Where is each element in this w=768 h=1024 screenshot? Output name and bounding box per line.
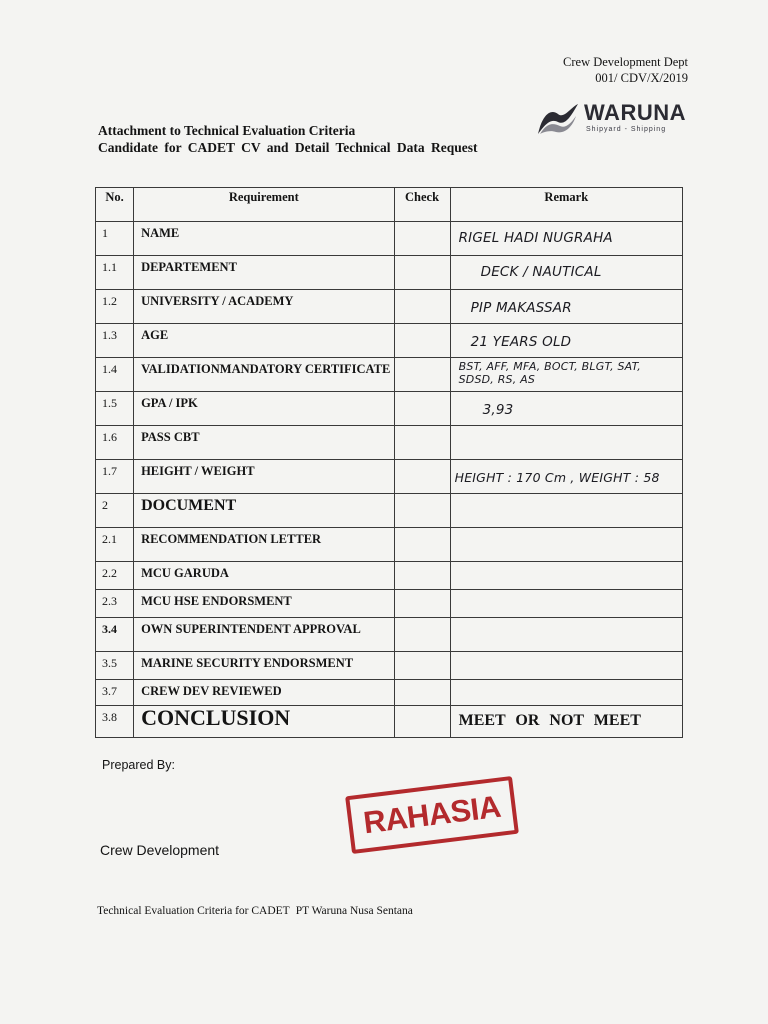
row-remark-cell bbox=[450, 358, 682, 392]
table-row bbox=[96, 222, 683, 256]
row-requirement: NAME bbox=[134, 222, 394, 256]
row-requirement: OWN SUPERINTENDENT APPROVAL bbox=[134, 618, 394, 652]
footer-title: Technical Evaluation Criteria for CADET bbox=[97, 905, 290, 917]
row-no: 1.4 bbox=[96, 358, 134, 392]
row-no: 3.7 bbox=[96, 680, 134, 706]
row-remark-cell bbox=[450, 562, 682, 590]
row-no: 2.1 bbox=[96, 528, 134, 562]
table-row-section bbox=[96, 494, 683, 528]
table-row bbox=[96, 652, 683, 680]
row-requirement: VALIDATIONMANDATORY CERTIFICATE bbox=[134, 358, 394, 392]
handwritten-remark: RIGEL HADI NUGRAHA bbox=[458, 230, 613, 246]
table-row-conclusion bbox=[96, 706, 683, 738]
row-no: 1.5 bbox=[96, 392, 134, 426]
section-title-document: DOCUMENT bbox=[134, 494, 394, 528]
row-no: 3.4 bbox=[96, 618, 134, 652]
row-no: 2.2 bbox=[96, 562, 134, 590]
row-check bbox=[394, 706, 450, 738]
crew-development-label: Crew Development bbox=[100, 842, 220, 858]
row-remark-cell bbox=[450, 256, 682, 290]
row-check bbox=[394, 426, 450, 460]
title-line-2: Candidate for CADET CV and Detail Technical Data Request bbox=[98, 140, 478, 155]
table-row bbox=[96, 358, 683, 392]
conclusion-options: MEET OR NOT MEET bbox=[458, 712, 641, 729]
dept-reference bbox=[563, 54, 688, 86]
header-check: Check bbox=[394, 188, 450, 222]
table-row bbox=[96, 290, 683, 324]
row-check bbox=[394, 562, 450, 590]
row-remark-cell bbox=[450, 680, 682, 706]
logo-wordmark: WARUNA bbox=[584, 100, 686, 125]
row-requirement: GPA / IPK bbox=[134, 392, 394, 426]
row-remark-cell bbox=[450, 494, 682, 528]
row-no: 3.5 bbox=[96, 652, 134, 680]
table-row bbox=[96, 528, 683, 562]
row-remark-cell bbox=[450, 460, 682, 494]
row-remark-cell bbox=[450, 528, 682, 562]
row-check bbox=[394, 618, 450, 652]
header-no: No. bbox=[96, 188, 134, 222]
evaluation-table bbox=[95, 187, 683, 738]
table-row bbox=[96, 460, 683, 494]
row-no: 1.3 bbox=[96, 324, 134, 358]
row-remark-cell bbox=[450, 618, 682, 652]
logo-tagline: Shipyard - Shipping bbox=[586, 126, 667, 133]
row-requirement: HEIGHT / WEIGHT bbox=[134, 460, 394, 494]
row-check bbox=[394, 392, 450, 426]
row-check bbox=[394, 222, 450, 256]
row-check bbox=[394, 652, 450, 680]
page-footer bbox=[97, 905, 413, 917]
row-remark-cell bbox=[450, 590, 682, 618]
row-requirement: PASS CBT bbox=[134, 426, 394, 460]
row-check bbox=[394, 528, 450, 562]
header-remark: Remark bbox=[450, 188, 682, 222]
table-row bbox=[96, 256, 683, 290]
company-logo bbox=[536, 98, 696, 140]
row-no: 2 bbox=[96, 494, 134, 528]
row-no: 1 bbox=[96, 222, 134, 256]
row-remark-cell bbox=[450, 392, 682, 426]
table-row bbox=[96, 392, 683, 426]
row-requirement: MCU GARUDA bbox=[134, 562, 394, 590]
row-no: 1.7 bbox=[96, 460, 134, 494]
row-remark-cell bbox=[450, 290, 682, 324]
row-requirement: UNIVERSITY / ACADEMY bbox=[134, 290, 394, 324]
table-header-row bbox=[96, 188, 683, 222]
handwritten-remark: BST, AFF, MFA, BOCT, BLGT, SAT, SDSD, RS, AS bbox=[458, 360, 641, 386]
row-requirement: CREW DEV REVIEWED bbox=[134, 680, 394, 706]
table-row bbox=[96, 618, 683, 652]
confidential-stamp bbox=[345, 776, 519, 854]
row-requirement: MARINE SECURITY ENDORSMENT bbox=[134, 652, 394, 680]
row-check bbox=[394, 358, 450, 392]
row-remark-cell bbox=[450, 222, 682, 256]
row-requirement: RECOMMENDATION LETTER bbox=[134, 528, 394, 562]
table-row bbox=[96, 426, 683, 460]
row-no: 1.6 bbox=[96, 426, 134, 460]
row-remark-cell bbox=[450, 652, 682, 680]
handwritten-remark: PIP MAKASSAR bbox=[470, 300, 572, 316]
row-remark-cell bbox=[450, 426, 682, 460]
row-requirement: AGE bbox=[134, 324, 394, 358]
prepared-by-label: Prepared By: bbox=[102, 758, 175, 772]
document-title bbox=[98, 122, 478, 156]
row-no: 1.1 bbox=[96, 256, 134, 290]
handwritten-remark: DECK / NAUTICAL bbox=[480, 264, 602, 280]
row-check bbox=[394, 590, 450, 618]
row-no: 3.8 bbox=[96, 706, 134, 738]
conclusion-label: CONCLUSION bbox=[134, 706, 394, 738]
title-line-1: Attachment to Technical Evaluation Criteria bbox=[98, 123, 356, 138]
row-requirement: MCU HSE ENDORSMENT bbox=[134, 590, 394, 618]
row-remark-cell bbox=[450, 324, 682, 358]
row-check bbox=[394, 680, 450, 706]
footer-company: PT Waruna Nusa Sentana bbox=[295, 905, 413, 917]
handwritten-remark: HEIGHT : 170 Cm , WEIGHT : 58 bbox=[454, 470, 660, 485]
row-remark-cell bbox=[450, 706, 682, 738]
table-row bbox=[96, 324, 683, 358]
row-check bbox=[394, 494, 450, 528]
row-check bbox=[394, 256, 450, 290]
table-row bbox=[96, 680, 683, 706]
table-row bbox=[96, 562, 683, 590]
row-no: 2.3 bbox=[96, 590, 134, 618]
handwritten-remark: 21 YEARS OLD bbox=[470, 334, 572, 350]
header-requirement: Requirement bbox=[134, 188, 394, 222]
wave-logo-icon bbox=[536, 100, 580, 136]
row-check bbox=[394, 460, 450, 494]
dept-name: Crew Development Dept bbox=[563, 55, 688, 69]
handwritten-remark: 3,93 bbox=[482, 402, 514, 418]
row-check bbox=[394, 324, 450, 358]
stamp-text: RAHASIA bbox=[361, 788, 503, 841]
row-requirement: DEPARTEMENT bbox=[134, 256, 394, 290]
table-row bbox=[96, 590, 683, 618]
row-no: 1.2 bbox=[96, 290, 134, 324]
row-check bbox=[394, 290, 450, 324]
doc-number: 001/ CDV/X/2019 bbox=[595, 71, 688, 85]
